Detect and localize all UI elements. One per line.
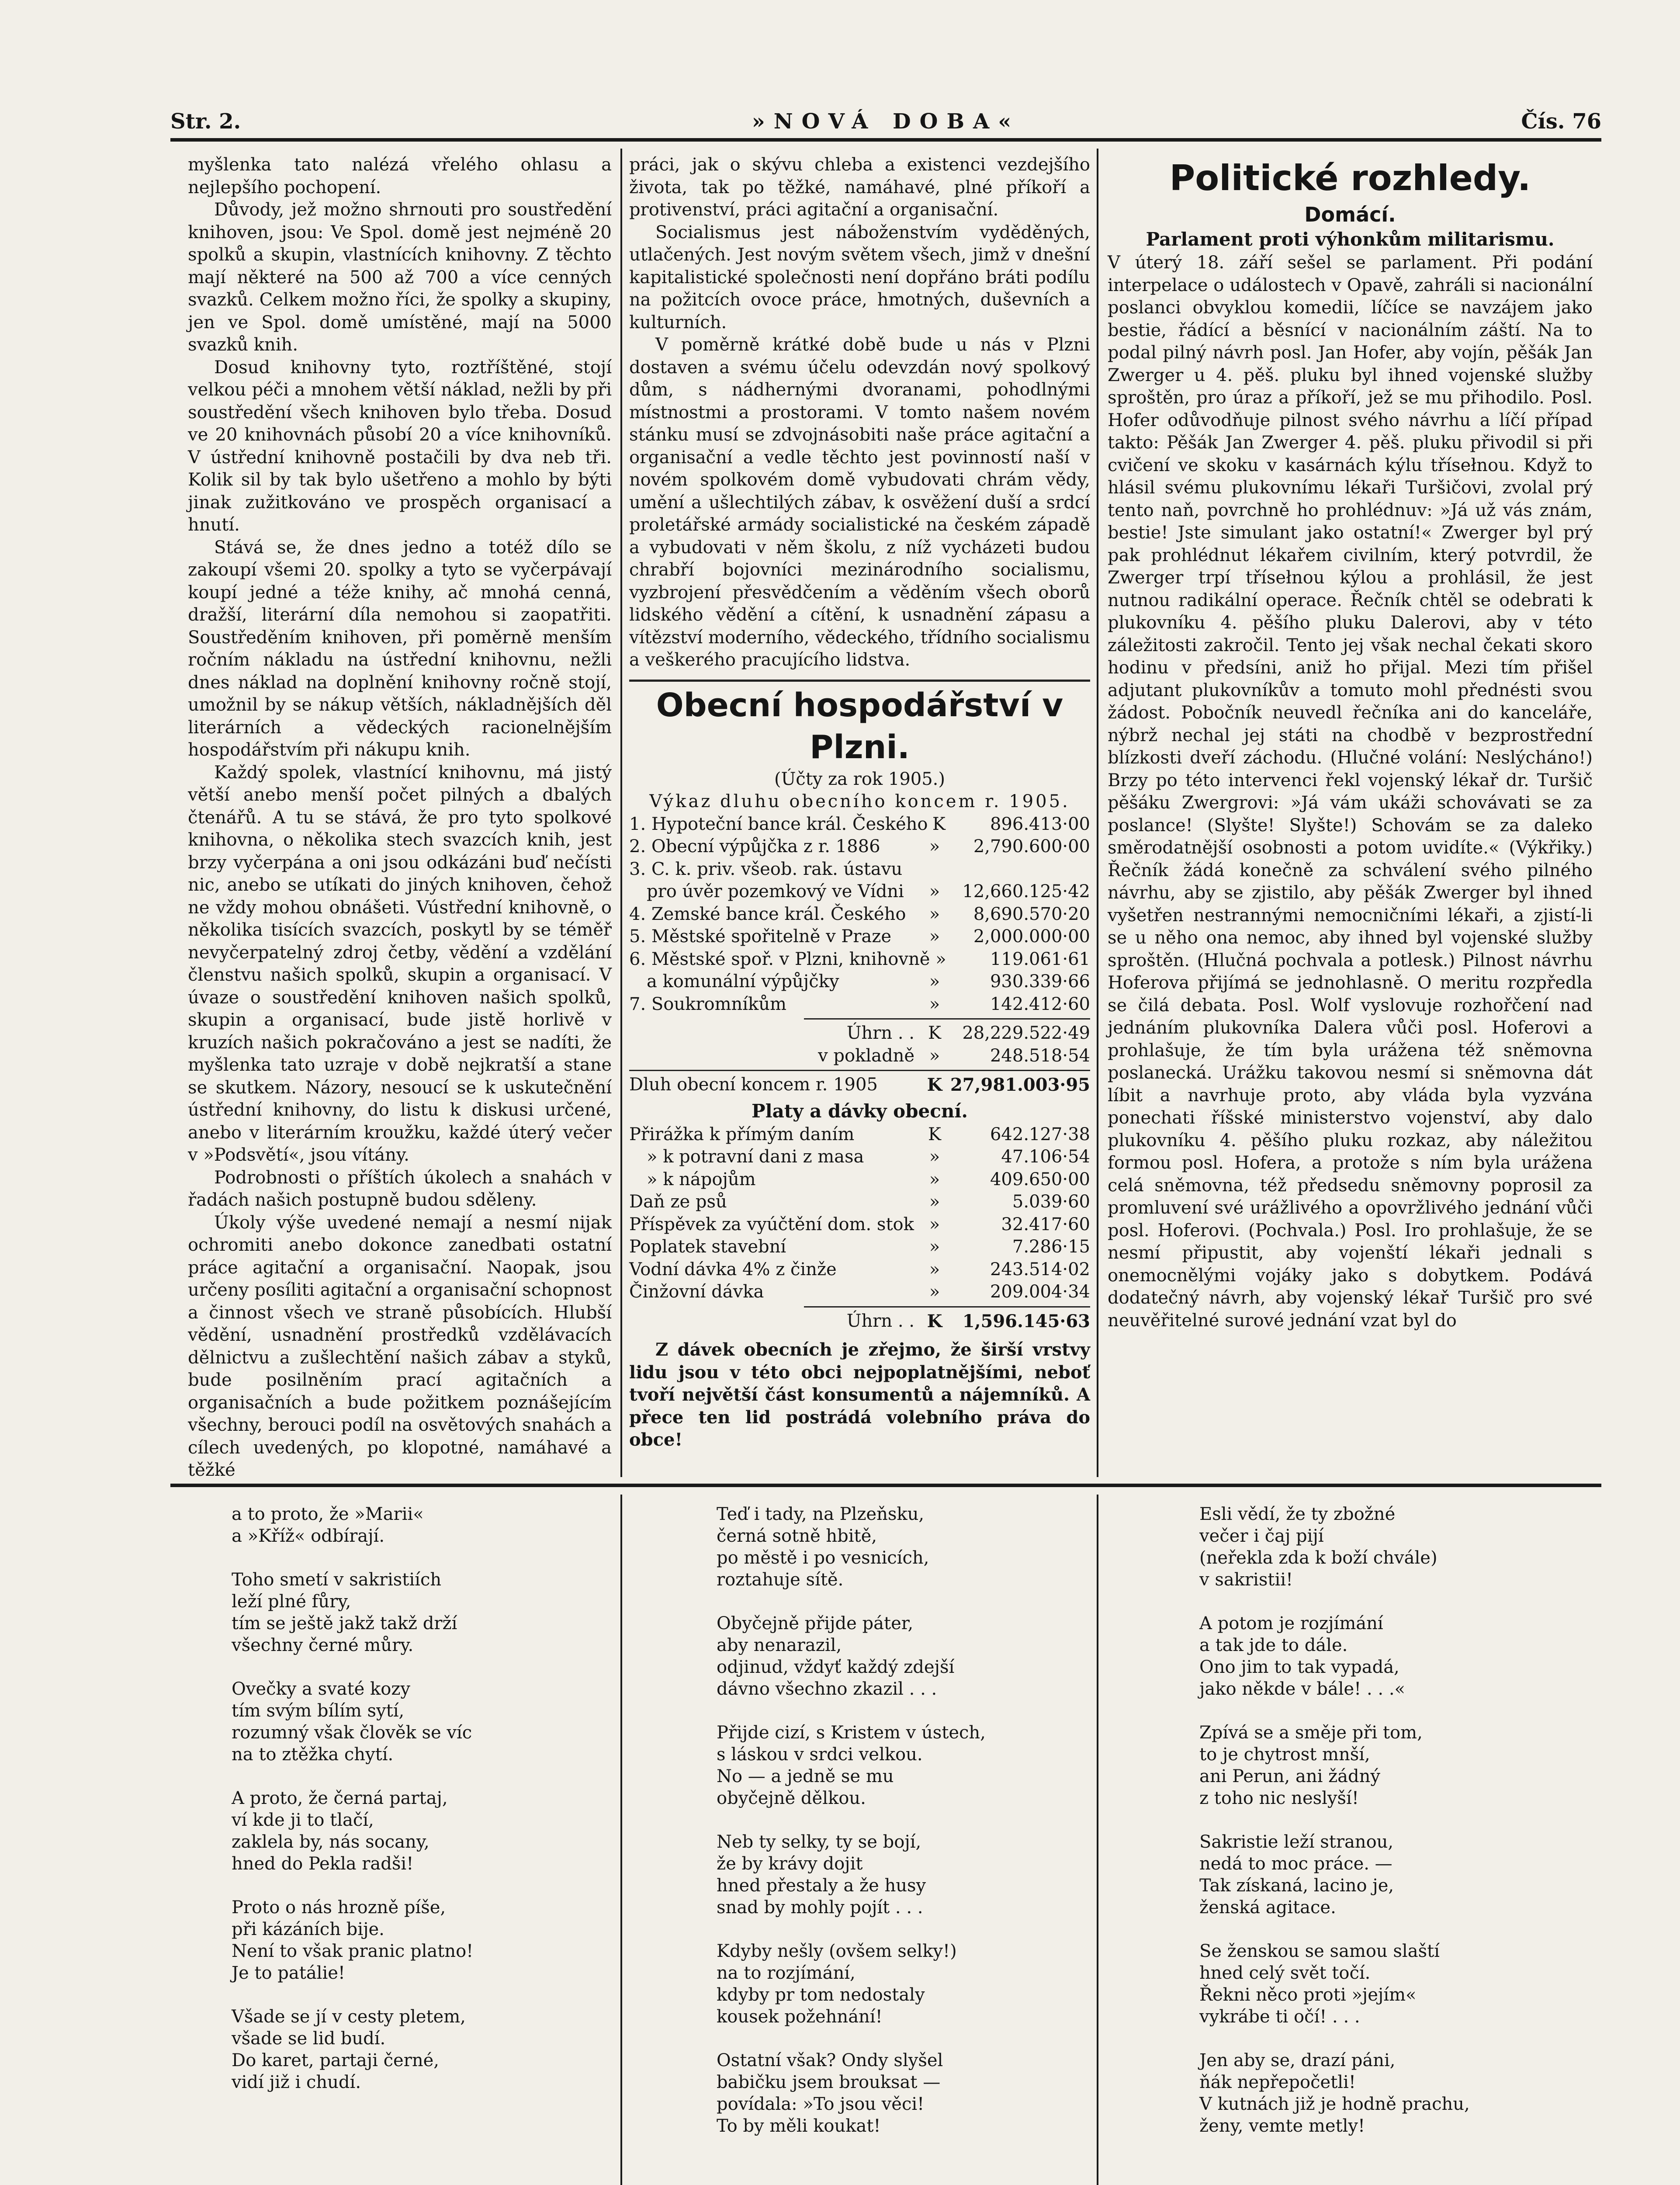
- paragraph: myšlenka tato nalézá vřelého ohlasu a nejlepšího pochopení.: [188, 155, 612, 198]
- parliament-headline: Parlament proti výhonkům militarismu.: [1146, 229, 1555, 250]
- newspaper-title: »NOVÁ DOBA«: [752, 109, 1020, 134]
- fee-row: » k potravní dani z masa » 47.106·54: [647, 1147, 1090, 1167]
- poem-stanza: Teď i tady, na Plzeňsku, černá sotně hbitě, po městě i po vesnicích, roztahuje sítě.: [717, 1504, 929, 1590]
- sum-rule: [804, 1306, 1090, 1308]
- header-rule: [170, 138, 1601, 142]
- debt-row: 5. Městské spořitelně v Praze » 2,000.000·00: [629, 926, 1090, 947]
- paragraph: práci, jak o skývu chleba a existenci vezdejšího života, tak po těžké, namáhavé, plné příkoří a protivenství, práci agitační a organisační.: [629, 155, 1090, 220]
- poem-stanza: A proto, že černá partaj, ví kde ji to tlačí, zaklela by, nás socany, hned do Pekla radši!: [232, 1788, 448, 1874]
- poem-stanza: Ovečky a svaté kozy tím svým bílím sytí, rozumný však člověk se víc na to ztěžka chytí.: [232, 1679, 472, 1765]
- poem-stanza: Přijde cizí, s Kristem v ústech, s láskou v srdci velkou. No — a jedně se mu obyčejně dělkou.: [717, 1723, 986, 1808]
- paragraph: Dosud knihovny tyto, roztříštěné, stojí velkou péči a mnohem větší náklad, nežli by při soustředění všech knihoven bylo třeba. Dosud ve 20 knihovnách působí 20 a více knihovníků. V ústřední knihovně postačili by dva neb tři. Kolik sil by tak bylo ušetřeno a mohlo by býti jinak zužitkováno ve prospěch organisací a hnutí.: [188, 357, 612, 535]
- poem-stanza: a to proto, že »Marii« a »Kříž« odbírají.: [232, 1504, 424, 1546]
- poem-separator-rule: [170, 1484, 1601, 1487]
- poem-stanza: Proto o nás hrozně píše, při kázáních bije. Není to však pranic platno! Je to patálie!: [232, 1897, 474, 1983]
- debt-row: 4. Zemské bance král. Českého » 8,690.570·20: [629, 904, 1090, 924]
- debt-total-row: Dluh obecní koncem r. 1905 K 27,981.003·95: [629, 1075, 1090, 1095]
- sum-rule: [804, 1018, 1090, 1020]
- debt-statement-title: Výkaz dluhu obecního koncem r. 1905.: [649, 791, 1070, 812]
- politics-section-title: Politické rozhledy.: [1169, 158, 1531, 198]
- debt-row: 7. Soukromníkům » 142.412·60: [629, 994, 1090, 1014]
- debt-row: 3. C. k. priv. všeob. rak. ústavu: [629, 859, 903, 879]
- section-divider: [629, 680, 1090, 682]
- paragraph: Každý spolek, vlastnící knihovnu, má jistý větší anebo menší počet pilných a dbalých čtenářů. A tu se stává, že pro tyto spolkové knihovna, o několika stech svazcích knih, jest brzy vyčerpána a oni jsou odkázáni buď nečísti nic, anebo se utíkati do jiných knihoven, čehož ne vždy mohou obnášeti. Vústřední knihovně, o několika tisících svazcích, poskytl by se téměř nevyčerpatelný zdroj četby, vědění a vzdělání členstvu našich spolků, skupin a organisací. V úvaze o soustředění knihoven našich spolků, skupin a organisací, bude jistě horlivě v kruzích našich pokračováno a jest se nadíti, že myšlenka tato uzraje v době nejkratší a stane se skutkem. Názory, nesoucí se k uskutečnění ústřední knihovny, do listu k diskusi určené, anebo v literárním kroužku, každé úterý večer v »Podsvětí«, jsou vítány.: [188, 762, 612, 1165]
- poem-column-1: [232, 1503, 607, 2115]
- fees-title: Platy a dávky obecní.: [752, 1100, 968, 1122]
- column-rule-2: [1097, 149, 1098, 1477]
- column-rule-1: [620, 149, 622, 1477]
- poem-stanza: Kdyby nešly (ovšem selky!) na to rozjímání, kdyby pr tom nedostaly kousek požehnání!: [717, 1941, 957, 2027]
- page-number: Str. 2.: [170, 109, 241, 134]
- debt-cash-row: v pokladně » 248.518·54: [818, 1045, 1090, 1066]
- paragraph: V úterý 18. září sešel se parlament. Při podání interpelace o událostech v Opavě, zahráli si nacionální poslanci obvyklou komedii, líčíce se navzájem jako bestie, řádící a běsnící v nacionálním záští. Na to podal pilný návrh posl. Jan Hofer, aby vojín, pěšák Jan Zwerger u 4. pěš. pluku byl ihned vojenské služby sproštěn, pro úraz a příkoří, jež se mu přihodilo. Posl. Hofer odůvodňuje pilnost svého návrhu a líčí případ takto: Pěšák Jan Zwerger 4. pěš. pluku přivodil si při cvičení ve skoku v kasárnách kýlu třísełnou. Když to hlásil svému plukovnímu lékaři Turšičovi, zvolal prý tento naň, povrchně ho prohlédnuv: »Já už vás znám, bestie! Jste simulant jako ostatní!« Zwerger byl prý pak prohlédnut lékařem civilním, který potvrdil, že Zwerger trpí třísełnou kýlou a prohlásil, že jest nutnou radikální operace. Řečník chtěl se odebrati k plukovníku 4. pěšího pluku Dalerovi, aby v této záležitosti zakročil. Tento jej však nechal čekati skoro hodinu v předsíni, aniž ho přijal. Mezi tím přišel adjutant plukovníkův a tomuto mohl přednésti svou žádost. Pobočník neuvedl řečníka ani do kanceláře, nýbrž nechal jej státi na chodbě v bezprostřední blízkosti dveří záchodu. (Hlučné volání: Neslýcháno!) Brzy po této intervenci řekl vojenský lékař dr. Turšič pěšáku Zwergrovi: »Já vám ukáži schovávati se za poslance! (Slyšte! Slyšte!) Schovám se za daleko směrodatnější osobnosti a potom uvidíte.« (Výkřiky.) Řečník žádá konečně za schválení svého pilného návrhu, aby se zjistilo, aby pěšák Zwerger byl ihned vyšetřen nestrannými nemocničními lékaři, a zjistí-li se u něho ona nemoc, aby ihned byl vojenské služby sproštěn. (Hlučná pochvala a potlesk.) Pilnost návrhu Hoferova přijímá se jednohlasně. O meritu rozpředla se čilá debata. Posl. Wolf vyslovuje rozhořčení nad jednáním plukovníka Dalera vůči posl. Hoferovi a prohlašuje, že tím byla urážena též sněmovna poslanecká. Urážku takovou nesmí si sněmovna dát líbit a navrhuje proto, aby vláda byla vyzvána ponechati říšské ministerstvo vojenství, aby dalo plukovníku 4. pěšího pluku rozkaz, aby náležitou formou posl. Hofera, a protože s ním byla urážena celá sněmovna, též předsedu sněmovny poprosil za promluvení své urážlivého a opovržlivého jednání vůči posl. Hoferovi. (Pochvala.) Posl. Iro prohlašuje, že se nesmí připustit, aby vojenští lékaři jednali s onemocnělými vojáky jako s dobytkem. Podává dodatečný návrh, aby vojenský lékař Turšič pro své neuvěřitelné surové jednání vzat byl do: [1108, 253, 1593, 1331]
- fee-total-row: Úhrn . . K 1,596.145·63: [846, 1311, 1090, 1332]
- article-socialism-column: [629, 154, 1090, 1465]
- poem-stanza: Zpívá se a směje při tom, to je chytrost mnší, ani Perun, ani žádný z toho nic neslyší!: [1199, 1723, 1423, 1808]
- fee-row: Příspěvek za vyúčtění dom. stok » 32.417·60: [629, 1214, 1090, 1235]
- paragraph: Důvody, jež možno shrnouti pro soustředění knihoven, jsou: Ve Spol. domě jest nejméně 20 spolků a skupin, vlastnících knihovny. Z těchto mají některé na 500 až 700 a více cenných svazků. Celkem možno říci, že spolky a skupiny, jen ve Spol. domě umístěné, mají na 5000 svazků knih.: [188, 200, 612, 355]
- poem-column-2: [717, 1503, 1092, 2159]
- finance-closing-paragraph: Z dávek obecních je zřejmo, že širší vrstvy lidu jsou v této obci nejpoplatnějšími, neboť tvoří největší část konsumentů a nájemníků. A přece ten lid postrádá volebního práva do obce!: [629, 1339, 1090, 1450]
- paragraph: V poměrně krátké době bude u nás v Plzni dostaven a svému účelu odevzdán nový spolkový dům, s nádhernými dvoranami, pohodlnými místnostmi a prostorami. V tomto našem novém stánku musí se zdvojnásobiti naše práce agitační a organisační a vedle těchto jest povinností naší v novém spolkovém domě vybudovati chrám vědy, umění a ušlechtilých zábav, k osvěžení duší a srdcí proletářské armády socialistické na českém západě a vybudovati v něm školu, z níž vycházeti budou chrabří bojovníci mezinárodního socialismu, vyzbrojení přesvědčením a věděním všech oborů lidského vědění a cítění, k usnadnění zápasu a vítězství moderního, vědeckého, třídního socialismu a veškerého pracujícího lidstva.: [629, 335, 1090, 670]
- poem-stanza: Neb ty selky, ty se bojí, že by krávy dojit hned přestaly a že husy snad by mohly pojít . . .: [717, 1832, 926, 1918]
- paragraph: Socialismus jest náboženstvím vyděděných, utlačených. Jest novým světem všech, jimž v dnešní kapitalistické společnosti není dopřáno bráti podílu na požitcích ovoce práce, hmotných, duševních a kulturních.: [629, 222, 1090, 333]
- finance-article-subtitle: (Účty za rok 1905.): [774, 769, 945, 789]
- poem-column-3: [1199, 1503, 1575, 2159]
- politics-column: [1108, 154, 1593, 1465]
- domestic-subtitle: Domácí.: [1304, 203, 1396, 226]
- debt-row: pro úvěr pozemkový ve Vídni » 12,660.125·42: [647, 881, 1090, 902]
- poem-stanza: A potom je rozjímání a tak jde to dále. Ono jim to tak vypadá, jako někde v bále! . . .«: [1199, 1613, 1406, 1699]
- poem-stanza: Všade se jí v cesty pletem, všade se lid budí. Do karet, partaji černé, vidí již i chudí.: [232, 2007, 466, 2092]
- debt-sum-row: Úhrn . . K 28,229.522·49: [846, 1023, 1090, 1043]
- fee-row: Vodní dávka 4% z činže » 243.514·02: [629, 1259, 1090, 1280]
- debt-row: 1. Hypoteční bance král. Českého K 896.413·00: [629, 814, 1090, 834]
- fee-row: » k nápojům » 409.650·00: [647, 1169, 1090, 1190]
- poem-column-rule-1: [620, 1495, 622, 2185]
- article-library-column: [188, 154, 612, 1480]
- paragraph: Úkoly výše uvedené nemají a nesmí nijak ochromiti anebo dokonce zanedbati ostatní práce agitační a organisační. Naopak, jsou určeny posíliti agitační a organisační schopnost a činnost všech ve straně působících. Hlubší vědění, usnadnění prostředků vzdělávacích dělnictvu a zušlechtění našich zábav a styků, bude posilněním prací agitačních a organisačních a bude požitkem poznášejícím všechny, berouci podíl na osvětových snahách a cílech uvedených, po klopotné, namáhavé a těžké: [188, 1212, 612, 1480]
- poem-stanza: Jen aby se, drazí páni, ňák nepřepočetli! V kutnách již je hodně prachu, ženy, vemte metly!: [1199, 2050, 1470, 2136]
- poem-stanza: Ostatní však? Ondy slyšel babičku jsem brouksat — povídala: »To jsou věci! To by měli koukat!: [717, 2050, 943, 2136]
- finance-article-title: Obecní hospodářství v Plzni.: [656, 686, 1063, 766]
- fee-row: Daň ze psů » 5.039·60: [629, 1192, 1090, 1212]
- paragraph: Podrobnosti o příštích úkolech a snahách v řadách našich postupně budou sděleny.: [188, 1167, 612, 1210]
- issue-number: Čís. 76: [1521, 109, 1601, 134]
- poem-stanza: Obyčejně přijde páter, aby nenarazil, odjinud, vždyť každý zdejší dávno všechno zkazil . . .: [717, 1613, 955, 1699]
- debt-row: 6. Městské spoř. v Plzni, knihovně » 119.061·61: [629, 949, 1090, 969]
- fee-row: Činžovní dávka » 209.004·34: [629, 1282, 1090, 1302]
- debt-row: a komunální výpůjčky » 930.339·66: [647, 971, 1090, 992]
- fee-row: Poplatek stavební » 7.286·15: [629, 1237, 1090, 1257]
- poem-stanza: Sakristie leží stranou, nedá to moc práce. — Tak získaná, lacino je, ženská agitace.: [1199, 1832, 1394, 1918]
- paragraph: Stává se, že dnes jedno a totéž dílo se zakoupí všemi 20. spolky a tyto se vyčerpávají koupí jedné a téže knihy, ač mnohá cenná, dražší, literární díla nemohou si zaopatřiti. Soustředěním knihoven, při poměrně menším ročním nákladu na ústřední knihovnu, nežli dnes náklad na doplnění knihovny ročně stojí, umožnil by se nákup větších, nákladnějších děl literárních a vědeckých racionelnějším hospodářstvím při nákupu knih.: [188, 537, 612, 760]
- poem-stanza: Esli vědí, že ty zbožné večer i čaj pijí (neřekla zda k boží chvále) v sakristii!: [1199, 1504, 1438, 1590]
- sum-rule: [629, 1070, 1090, 1071]
- debt-row: 2. Obecní výpůjčka z r. 1886 » 2,790.600·00: [629, 836, 1090, 857]
- fee-row: Přirážka k přímým daním K 642.127·38: [629, 1124, 1090, 1145]
- poem-column-rule-2: [1097, 1495, 1098, 2185]
- poem-stanza: Se ženskou se samou slaští hned celý svět točí. Řekni něco proti »jejím« vykrábe ti očí! . . .: [1199, 1941, 1440, 2027]
- poem-stanza: Toho smetí v sakristiích leží plné fůry, tím se ještě jakž takž drží všechny černé můry.: [232, 1570, 457, 1655]
